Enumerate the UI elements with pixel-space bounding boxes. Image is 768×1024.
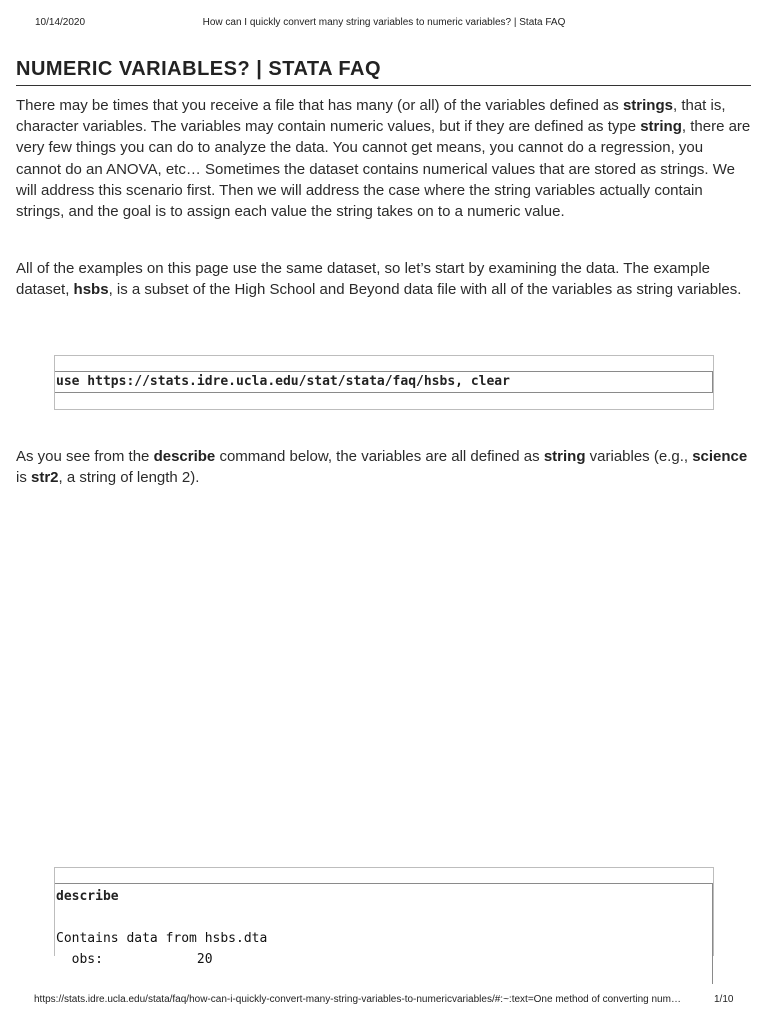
code-block-body [55, 883, 713, 984]
code-block-body [55, 371, 713, 393]
code-describe-command: describe [56, 889, 119, 904]
code-output-line: Contains data from hsbs.dta [56, 931, 268, 946]
page-number: 1/10 [714, 994, 734, 1005]
bold-term: string [543, 448, 586, 465]
describe-paragraph [16, 446, 751, 488]
text-run: , is a subset of the High School and Beyond data file with all of the variables as string variables. [108, 281, 742, 299]
code-output-line: obs: 20 [56, 952, 213, 967]
intro-paragraph [16, 95, 751, 222]
code-use-command: use https://stats.idre.ucla.edu/stat/stata/faq/hsbs, clear [56, 374, 510, 389]
text-run: , a string of length 2). [58, 469, 200, 487]
code-block-top-strip [55, 356, 713, 371]
code-block-top-strip [55, 868, 713, 883]
text-run: As you see from the [16, 448, 154, 465]
text-run: , there are very few things you can do to analyze the data. You cannot get means, you cannot do a regression, you cannot do an ANOVA, etc… Sometimes the dataset contains numerical values that are stored as strings. We will address this scenario first. Then we will address the case where the string variables actually contain strings, and the goal is to assign each value the string takes on to a numeric value. [16, 118, 751, 221]
code-block-describe [54, 867, 714, 967]
bold-term: strings [622, 97, 673, 114]
page-heading-container [16, 50, 751, 86]
print-page-title: How can I quickly convert many string variables to numeric variables? | Stata FAQ [202, 17, 566, 28]
text-run: command below, the variables are all defined as [215, 448, 544, 465]
print-url: https://stats.idre.ucla.edu/stata/faq/how-can-i-quickly-convert-many-string-variables-to-numericvariables/#:~:text=One method of converting num… [34, 994, 681, 1005]
code-block-use [54, 355, 714, 410]
text-run: is [16, 469, 31, 487]
text-run: variables (e.g., [585, 448, 693, 465]
text-run: All of the examples on this page use the same dataset, so let’s start by examining the data. The example dataset, [16, 260, 711, 299]
bold-term: string [640, 118, 682, 136]
bold-term: describe [153, 448, 216, 465]
bold-term: str2 [31, 469, 59, 487]
dataset-paragraph [16, 258, 751, 300]
page-title: NUMERIC VARIABLES? | STATA FAQ [16, 58, 382, 80]
text-run: There may be times that you receive a file that has many (or all) of the variables defined as [16, 97, 623, 114]
print-date: 10/14/2020 [35, 17, 86, 28]
bold-term: science [692, 448, 748, 465]
text-run: , that is, character variables. The variables may contain numeric values, but if they are defined as type [16, 97, 726, 136]
bold-term: hsbs [73, 281, 109, 299]
